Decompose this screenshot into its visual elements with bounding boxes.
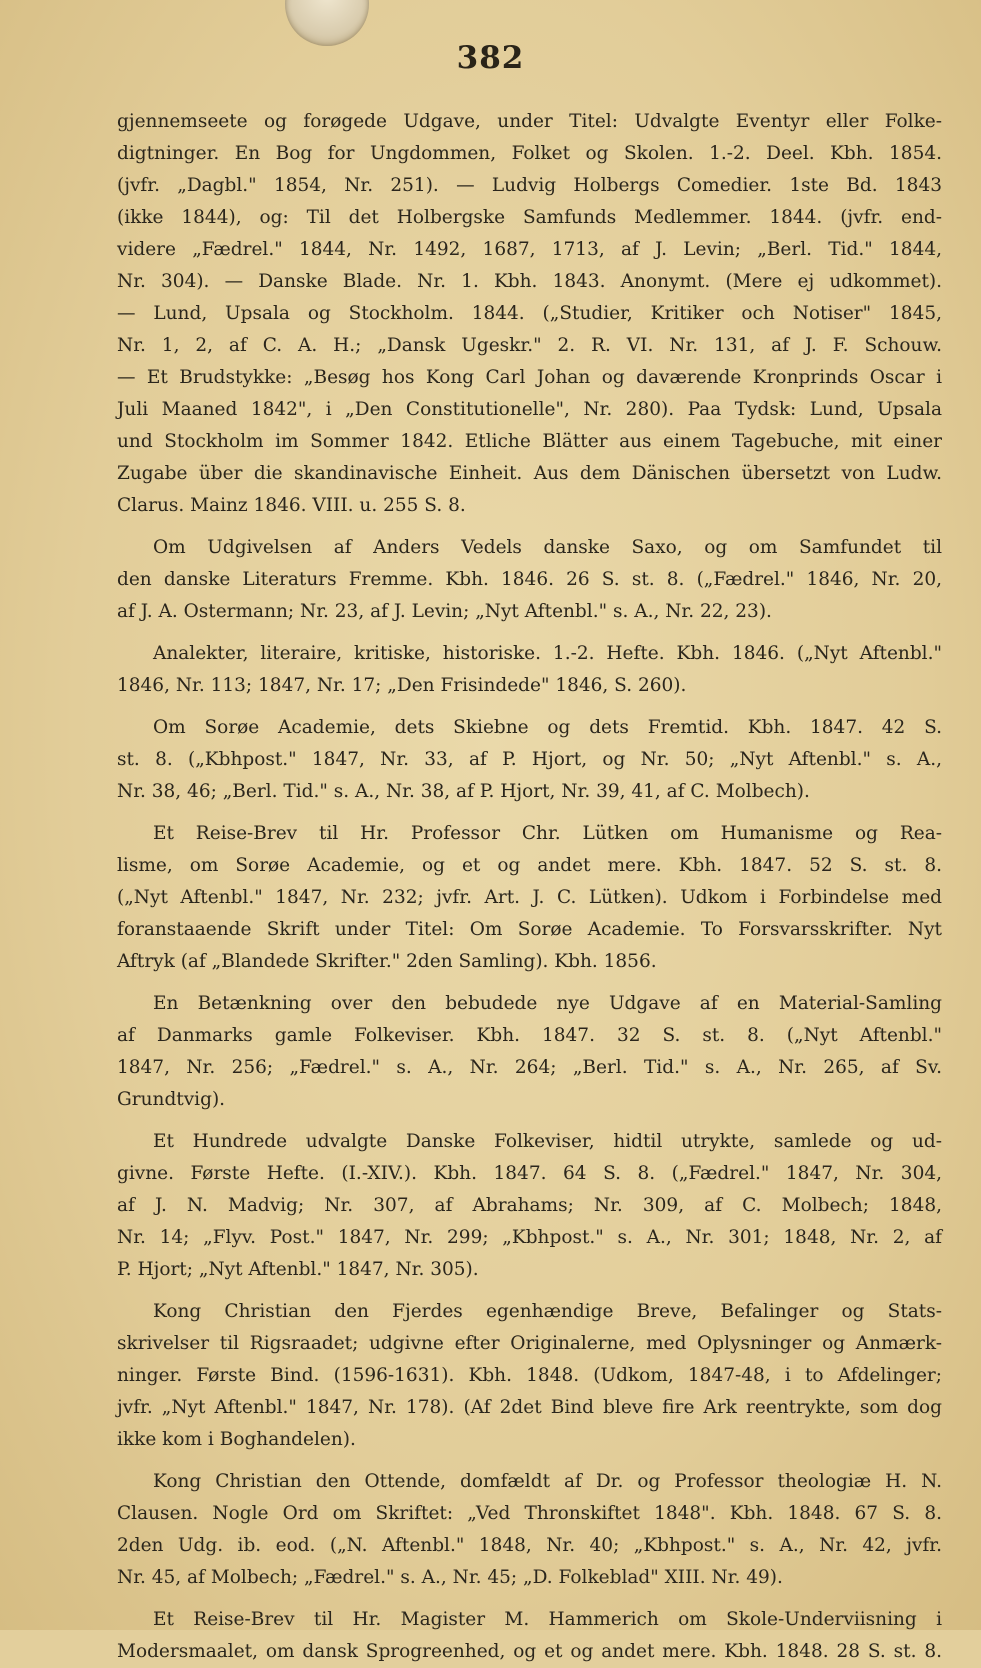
text-line: foranstaaende Skrift under Titel: Om Sorøe Academie. To Forsvarsskrifter. Nyt xyxy=(117,919,942,940)
text-line: Et Hundrede udvalgte Danske Folkeviser, hidtil utrykte, samlede og ud- xyxy=(153,1131,942,1152)
text-line: Grundtvig). xyxy=(117,1089,226,1110)
text-line: Nr. 1, 2, af C. A. H.; „Dansk Ugeskr." 2. R. VI. Nr. 131, af J. F. Schouw. xyxy=(117,335,942,356)
text-line: Et Reise-Brev til Hr. Professor Chr. Lütken om Humanisme og Rea- xyxy=(153,823,942,844)
text-line: und Stockholm im Sommer 1842. Etliche Blätter aus einem Tagebuche, mit einer xyxy=(117,431,942,452)
paragraph xyxy=(117,818,942,978)
text-line: af J. A. Ostermann; Nr. 23, af J. Levin; „Nyt Aftenbl." s. A., Nr. 22, 23). xyxy=(117,601,772,622)
text-line: Nr. 45, af Molbech; „Fædrel." s. A., Nr. 45; „D. Folkeblad" XIII. Nr. 49). xyxy=(117,1567,783,1588)
text-line: videre „Fædrel." 1844, Nr. 1492, 1687, 1713, af J. Levin; „Berl. Tid." 1844, xyxy=(117,239,942,260)
text-line: ninger. Første Bind. (1596-1631). Kbh. 1848. (Udkom, 1847-48, i to Afdelinger; xyxy=(117,1365,942,1386)
text-line: af Danmarks gamle Folkeviser. Kbh. 1847. 32 S. st. 8. („Nyt Aftenbl." xyxy=(117,1025,942,1046)
text-line: Clausen. Nogle Ord om Skriftet: „Ved Thronskiftet 1848". Kbh. 1848. 67 S. 8. xyxy=(117,1503,942,1524)
text-line: Zugabe über die skandinavische Einheit. Aus dem Dänischen übersetzt von Ludw. xyxy=(117,463,942,484)
paragraph xyxy=(117,712,942,808)
paragraph xyxy=(117,1296,942,1456)
text-line: Om Sorøe Academie, dets Skiebne og dets Fremtid. Kbh. 1847. 42 S. xyxy=(153,717,942,738)
text-line: Aftryk (af „Blandede Skrifter." 2den Samling). Kbh. 1856. xyxy=(117,951,657,972)
bibliography-text xyxy=(117,106,942,1668)
text-line: givne. Første Hefte. (I.-XIV.). Kbh. 1847. 64 S. 8. („Fædrel." 1847, Nr. 304, xyxy=(117,1163,942,1184)
text-line: Kong Christian den Ottende, domfældt af Dr. og Professor theologiæ H. N. xyxy=(153,1471,942,1492)
paragraph xyxy=(117,1466,942,1594)
text-line: 1846, Nr. 113; 1847, Nr. 17; „Den Frisindede" 1846, S. 260). xyxy=(117,675,687,696)
text-line: Kong Christian den Fjerdes egenhændige Breve, Befalinger og Stats- xyxy=(153,1301,942,1322)
text-line: Clarus. Mainz 1846. VIII. u. 255 S. 8. xyxy=(117,495,466,516)
paragraph xyxy=(117,532,942,628)
text-line: jvfr. „Nyt Aftenbl." 1847, Nr. 178). (Af 2det Bind bleve fire Ark reentrykte, som dog xyxy=(117,1397,942,1418)
text-line: („Nyt Aftenbl." 1847, Nr. 232; jvfr. Art. J. C. Lütken). Udkom i Forbindelse med xyxy=(117,887,942,908)
text-line: — Lund, Upsala og Stockholm. 1844. („Studier, Kritiker och Notiser" 1845, xyxy=(117,303,942,324)
text-line: Om Udgivelsen af Anders Vedels danske Saxo, og om Samfundet til xyxy=(153,537,942,558)
text-line: — Et Brudstykke: „Besøg hos Kong Carl Johan og daværende Kronprinds Oscar i xyxy=(117,367,942,388)
text-line: Modersmaalet, om dansk Sprogreenhed, og et og andet mere. Kbh. 1848. 28 S. st. 8. xyxy=(117,1641,942,1662)
text-line: lisme, om Sorøe Academie, og et og andet mere. Kbh. 1847. 52 S. st. 8. xyxy=(117,855,942,876)
paragraph xyxy=(117,988,942,1116)
text-line: Et Reise-Brev til Hr. Magister M. Hammerich om Skole-Underviisning i xyxy=(153,1609,942,1630)
text-line: P. Hjort; „Nyt Aftenbl." 1847, Nr. 305). xyxy=(117,1259,479,1280)
text-line: (jvfr. „Dagbl." 1854, Nr. 251). — Ludvig Holbergs Comedier. 1ste Bd. 1843 xyxy=(117,175,942,196)
paragraph xyxy=(117,1604,942,1668)
paragraph xyxy=(117,1126,942,1286)
text-line: 1847, Nr. 256; „Fædrel." s. A., Nr. 264; „Berl. Tid." s. A., Nr. 265, af Sv. xyxy=(117,1057,942,1078)
text-line: Nr. 38, 46; „Berl. Tid." s. A., Nr. 38, af P. Hjort, Nr. 39, 41, af C. Molbech). xyxy=(117,781,810,802)
paragraph xyxy=(117,638,942,702)
text-line: Nr. 304). — Danske Blade. Nr. 1. Kbh. 1843. Anonymt. (Mere ej udkommet). xyxy=(117,271,942,292)
text-line: (ikke 1844), og: Til det Holbergske Samfunds Medlemmer. 1844. (jvfr. end- xyxy=(117,207,942,228)
text-line: digtninger. En Bog for Ungdommen, Folket og Skolen. 1.-2. Deel. Kbh. 1854. xyxy=(117,143,942,164)
text-line: Juli Maaned 1842", i „Den Constitutionelle", Nr. 280). Paa Tydsk: Lund, Upsala xyxy=(117,399,942,420)
text-line: st. 8. („Kbhpost." 1847, Nr. 33, af P. Hjort, og Nr. 50; „Nyt Aftenbl." s. A., xyxy=(117,749,942,770)
text-line: gjennemseete og forøgede Udgave, under Titel: Udvalgte Eventyr eller Folke- xyxy=(117,111,942,132)
page-number: 382 xyxy=(456,40,525,76)
text-line: af J. N. Madvig; Nr. 307, af Abrahams; Nr. 309, af C. Molbech; 1848, xyxy=(117,1195,942,1216)
text-line: skrivelser til Rigsraadet; udgivne efter Originalerne, med Oplysninger og Anmærk- xyxy=(117,1333,942,1354)
text-line: En Betænkning over den bebudede nye Udgave af en Material-Samling xyxy=(153,993,942,1014)
text-line: Analekter, literaire, kritiske, historiske. 1.-2. Hefte. Kbh. 1846. („Nyt Aftenbl." xyxy=(153,643,942,664)
text-line: ikke kom i Boghandelen). xyxy=(117,1429,356,1450)
paragraph xyxy=(117,106,942,522)
text-line: 2den Udg. ib. eod. („N. Aftenbl." 1848, Nr. 40; „Kbhpost." s. A., Nr. 42, jvfr. xyxy=(117,1535,942,1556)
text-line: den danske Literaturs Fremme. Kbh. 1846. 26 S. st. 8. („Fædrel." 1846, Nr. 20, xyxy=(117,569,942,590)
text-line: Nr. 14; „Flyv. Post." 1847, Nr. 299; „Kbhpost." s. A., Nr. 301; 1848, Nr. 2, af xyxy=(117,1227,942,1248)
